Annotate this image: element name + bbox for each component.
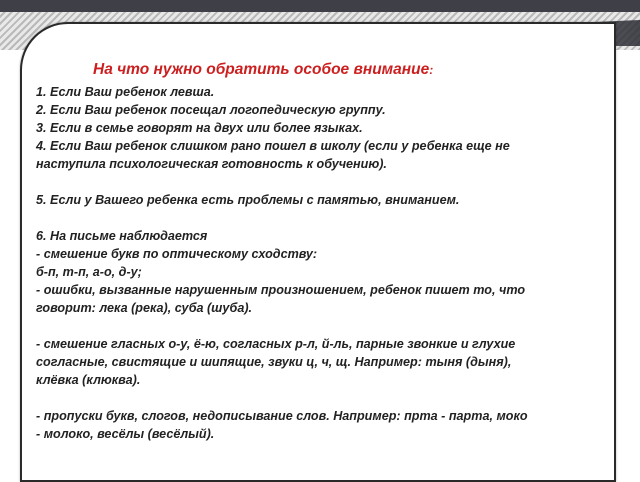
content-line: наступила психологическая готовность к обучению).: [36, 157, 387, 171]
content-line: 3. Если в семье говорят на двух или более языках.: [36, 121, 363, 135]
content-blank-line: [36, 173, 602, 191]
content-line: - пропуски букв, слогов, недописывание слов. Например: прта - парта, моко: [36, 409, 528, 423]
slide-title-text: На что нужно обратить особое внимание: [93, 61, 430, 78]
content-blank-line: [36, 389, 602, 407]
content-line: - смешение букв по оптическому сходству:: [36, 247, 318, 261]
content-line: - ошибки, вызванные нарушенным произношением, ребенок пишет то, что: [36, 283, 526, 297]
content-line: 5. Если у Вашего ребенка есть проблемы с памятью, вниманием.: [36, 193, 460, 207]
content-line: 6. На письме наблюдается: [36, 229, 208, 243]
content-line: клёвка (клюква).: [36, 373, 141, 387]
content-line: говорит: лека (река), суба (шуба).: [36, 301, 253, 315]
slide-title: [93, 61, 593, 79]
content-line: - смешение гласных о-у, ё-ю, согласных р-л, й-ль, парные звонкие и глухие: [36, 337, 516, 351]
content-line: 4. Если Ваш ребенок слишком рано пошел в школу (если у ребенка еще не: [36, 139, 510, 153]
content-line: 1. Если Ваш ребенок левша.: [36, 85, 215, 99]
content-line: согласные, свистящие и шипящие, звуки ц, ч, щ. Например: тыня (дыня),: [36, 355, 512, 369]
content-blank-line: [36, 209, 602, 227]
slide-content: [36, 83, 602, 443]
content-line: б-п, т-п, а-о, д-у;: [36, 265, 142, 279]
content-line: 2. Если Ваш ребенок посещал логопедическую группу.: [36, 103, 386, 117]
content-line: - молоко, весёлы (весёлый).: [36, 427, 215, 441]
content-blank-line: [36, 317, 602, 335]
slide-title-colon: :: [429, 63, 434, 77]
